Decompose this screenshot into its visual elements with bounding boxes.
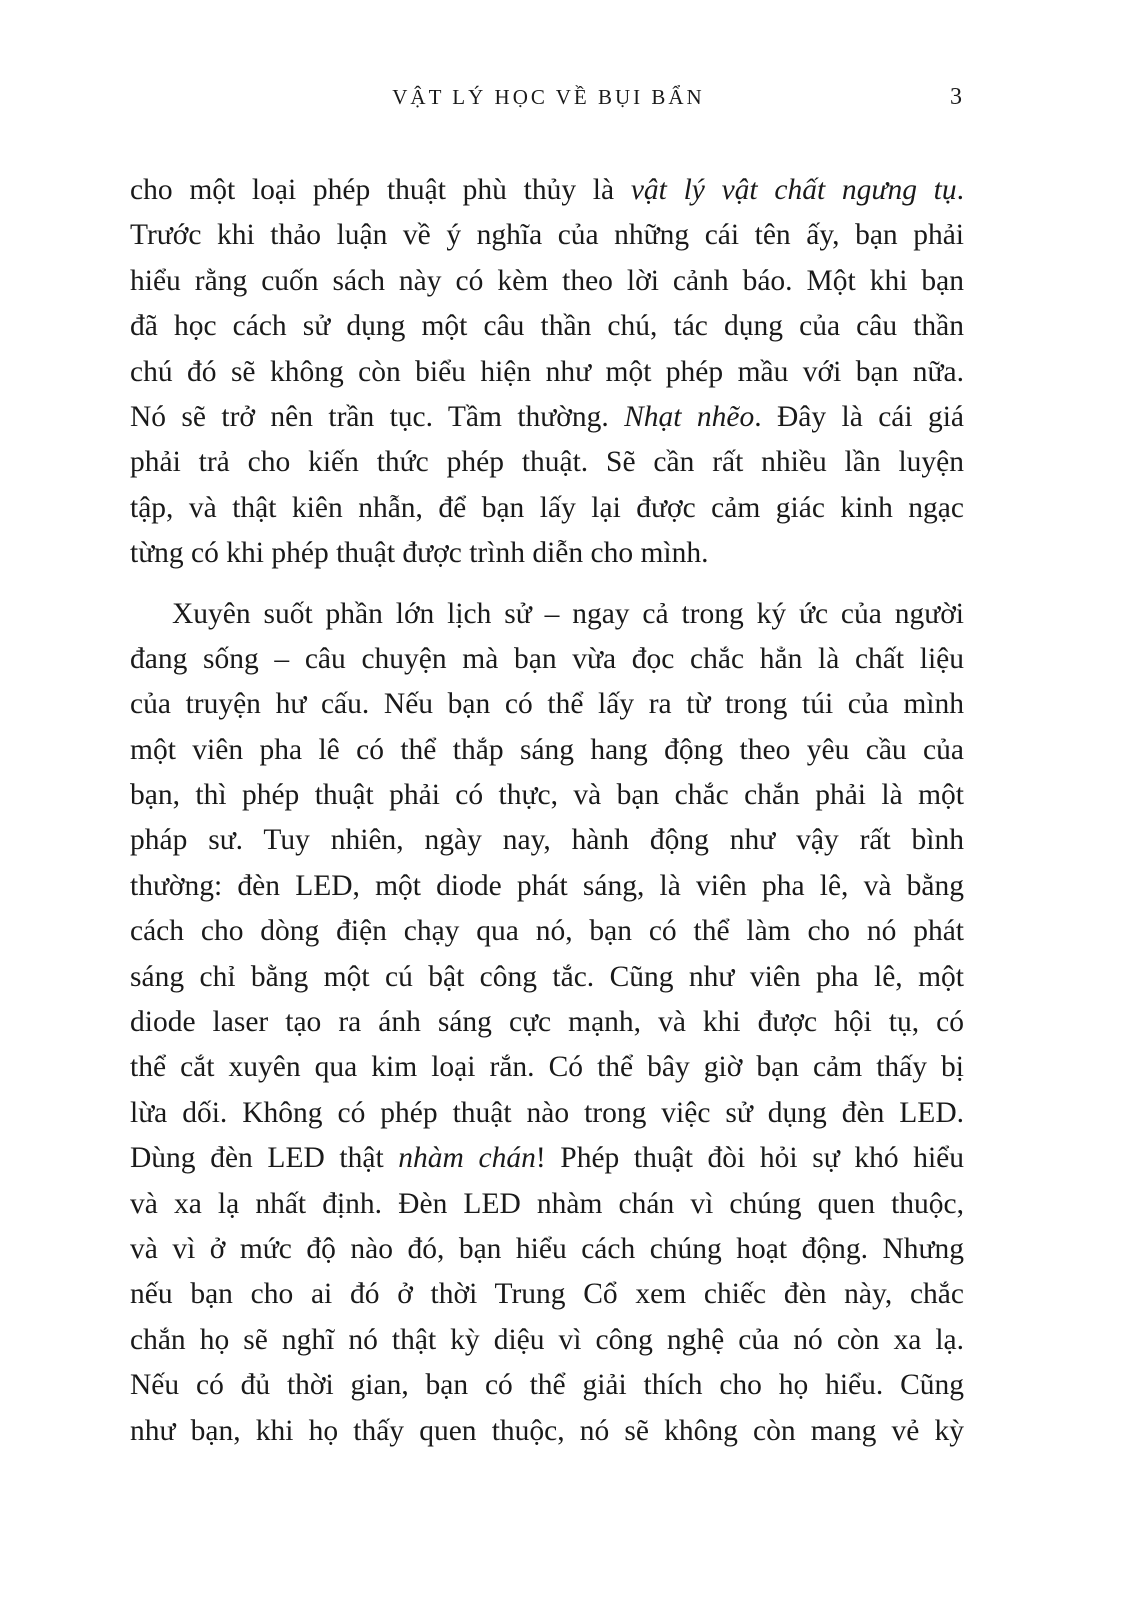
text-line: tập, và thật kiên nhẫn, để bạn lấy lại được cảm giác kinh ngạc [130, 491, 964, 524]
text-line: cho một loại phép thuật phù thủy là vật lý vật chất ngưng tụ. [130, 174, 964, 206]
text-line: như bạn, khi họ thấy quen thuộc, nó sẽ không còn mang vẻ kỳ [130, 1414, 964, 1447]
text-line: phải trả cho kiến thức phép thuật. Sẽ cần rất nhiều lần luyện [130, 446, 964, 479]
text-line: Dùng đèn LED thật nhàm chán! Phép thuật đòi hỏi sự khó hiểu [130, 1142, 964, 1175]
text-line: diode laser tạo ra ánh sáng cực mạnh, và khi được hội tụ, có [130, 1006, 964, 1039]
italic-term: vật lý vật chất ngưng tụ [630, 174, 957, 206]
body-text [130, 168, 964, 1454]
text-line: của truyện hư cấu. Nếu bạn có thể lấy ra từ trong túi của mình [130, 688, 964, 721]
paragraph [130, 168, 964, 577]
running-header [0, 80, 1126, 114]
text-line: cách cho dòng điện chạy qua nó, bạn có thể làm cho nó phát [130, 915, 964, 948]
running-title: VẬT LÝ HỌC VỀ BỤI BẨN [392, 85, 705, 109]
text-line: nếu bạn cho ai đó ở thời Trung Cổ xem chiếc đèn này, chắc [130, 1278, 964, 1311]
paragraph-spacer [130, 577, 964, 592]
text-line: Nó sẽ trở nên trần tục. Tầm thường. Nhạt nhẽo. Đây là cái giá [130, 400, 964, 433]
text-line: bạn, thì phép thuật phải có thực, và bạn chắc chắn phải là một [130, 779, 964, 812]
text-line: thể cắt xuyên qua kim loại rắn. Có thể bây giờ bạn cảm thấy bị [130, 1051, 964, 1084]
text-line: thường: đèn LED, một diode phát sáng, là viên pha lê, và bằng [130, 869, 964, 902]
italic-term: Nhạt nhẽo [624, 400, 755, 433]
text-line: một viên pha lê có thể thắp sáng hang động theo yêu cầu của [130, 733, 964, 766]
text-line: Xuyên suốt phần lớn lịch sử – ngay cả trong ký ức của người [172, 597, 964, 630]
paragraph [130, 592, 964, 1454]
text-line: và xa lạ nhất định. Đèn LED nhàm chán vì chúng quen thuộc, [130, 1187, 964, 1220]
text-line: lừa dối. Không có phép thuật nào trong việc sử dụng đèn LED. [130, 1096, 964, 1129]
text-line: Nếu có đủ thời gian, bạn có thể giải thích cho họ hiểu. Cũng [130, 1369, 964, 1402]
text-line: sáng chỉ bằng một cú bật công tắc. Cũng như viên pha lê, một [130, 960, 964, 993]
text-line: và vì ở mức độ nào đó, bạn hiểu cách chúng hoạt động. Nhưng [130, 1232, 964, 1265]
text-line: chắn họ sẽ nghĩ nó thật kỳ diệu vì công nghệ của nó còn xa lạ. [130, 1323, 964, 1356]
page-number: 3 [950, 84, 962, 110]
text-line: Trước khi thảo luận về ý nghĩa của những cái tên ấy, bạn phải [130, 219, 964, 252]
text-line: đã học cách sử dụng một câu thần chú, tác dụng của câu thần [130, 310, 964, 343]
text-line: hiểu rằng cuốn sách này có kèm theo lời cảnh báo. Một khi bạn [130, 264, 964, 297]
text-line: đang sống – câu chuyện mà bạn vừa đọc chắc hẳn là chất liệu [130, 642, 964, 675]
italic-term: nhàm chán [398, 1142, 536, 1175]
text-line: chú đó sẽ không còn biểu hiện như một phép mầu với bạn nữa. [130, 355, 964, 388]
text-line: từng có khi phép thuật được trình diễn cho mình. [130, 537, 709, 570]
text-line: pháp sư. Tuy nhiên, ngày nay, hành động như vậy rất bình [130, 824, 964, 857]
